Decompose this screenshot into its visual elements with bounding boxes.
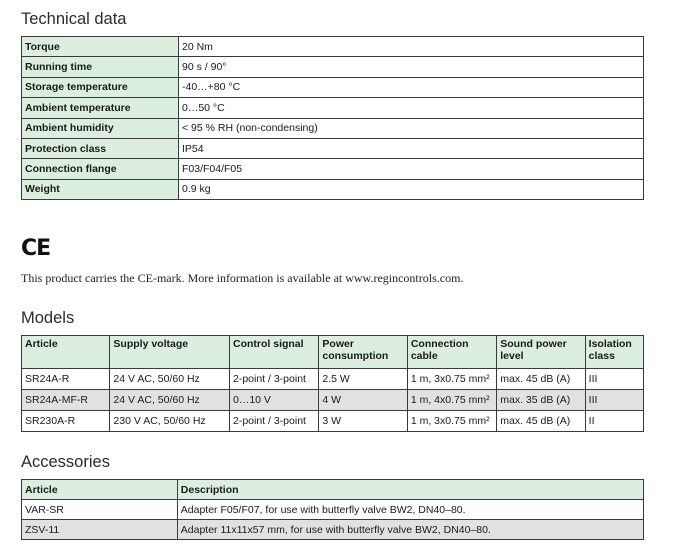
column-header: Power consumption xyxy=(319,336,407,369)
table-cell: 230 V AC, 50/60 Hz xyxy=(110,411,230,432)
spec-label: Protection class xyxy=(22,138,179,158)
ce-statement: This product carries the CE-mark. More information is available at www.regincontrols.com. xyxy=(21,271,464,285)
table-row xyxy=(22,159,644,179)
table-row xyxy=(22,411,644,432)
table-cell: 1 m, 4x0.75 mm² xyxy=(407,390,496,411)
table-row xyxy=(22,500,644,520)
table-cell: SR24A-MF-R xyxy=(22,390,110,411)
table-cell: ZSV-11 xyxy=(22,520,178,540)
table-cell: 2-point / 3-point xyxy=(229,369,318,390)
table-cell: 0…10 V xyxy=(229,390,318,411)
table-row xyxy=(22,390,644,411)
table-cell: 1 m, 3x0.75 mm² xyxy=(407,369,496,390)
table-cell: Adapter 11x11x57 mm, for use with butterfly valve BW2, DN40–80. xyxy=(177,520,643,540)
table-cell: Adapter F05/F07, for use with butterfly valve BW2, DN40–80. xyxy=(177,500,643,520)
table-row xyxy=(22,179,644,199)
table-cell: 24 V AC, 50/60 Hz xyxy=(110,369,230,390)
table-row xyxy=(22,98,644,118)
table-row xyxy=(22,138,644,158)
table-cell: SR230A-R xyxy=(22,411,110,432)
table-cell: II xyxy=(585,411,643,432)
table-cell: max. 45 dB (A) xyxy=(497,369,585,390)
spec-value: F03/F04/F05 xyxy=(179,159,644,179)
spec-label: Ambient humidity xyxy=(22,118,179,138)
spec-label: Running time xyxy=(22,57,179,77)
models-table xyxy=(21,335,644,432)
models-heading: Models xyxy=(21,309,75,327)
table-row xyxy=(22,37,644,57)
table-cell: max. 35 dB (A) xyxy=(497,390,585,411)
table-header-row xyxy=(22,480,644,500)
spec-value: 0…50 °C xyxy=(179,98,644,118)
table-cell: 2.5 W xyxy=(319,369,407,390)
accessories-heading: Accessories xyxy=(21,453,110,471)
spec-label: Ambient temperature xyxy=(22,98,179,118)
table-cell: 2-point / 3-point xyxy=(229,411,318,432)
column-header: Description xyxy=(177,480,643,500)
table-cell: SR24A-R xyxy=(22,369,110,390)
table-row xyxy=(22,520,644,540)
column-header: Article xyxy=(22,480,178,500)
spec-value: < 95 % RH (non-condensing) xyxy=(179,118,644,138)
table-cell: 4 W xyxy=(319,390,407,411)
column-header: Sound power level xyxy=(497,336,585,369)
table-row xyxy=(22,77,644,97)
column-header: Control signal xyxy=(229,336,318,369)
table-cell: 24 V AC, 50/60 Hz xyxy=(110,390,230,411)
table-cell: III xyxy=(585,390,643,411)
column-header: Article xyxy=(22,336,110,369)
table-cell: VAR-SR xyxy=(22,500,178,520)
spec-value: 0.9 kg xyxy=(179,179,644,199)
spec-value: IP54 xyxy=(179,138,644,158)
technical-data-table xyxy=(21,36,644,200)
table-row xyxy=(22,118,644,138)
table-cell: III xyxy=(585,369,643,390)
spec-label: Connection flange xyxy=(22,159,179,179)
spec-value: 20 Nm xyxy=(179,37,644,57)
spec-label: Torque xyxy=(22,37,179,57)
table-cell: 1 m, 3x0.75 mm² xyxy=(407,411,496,432)
column-header: Isolation class xyxy=(585,336,643,369)
spec-value: -40…+80 °C xyxy=(179,77,644,97)
table-header-row xyxy=(22,336,644,369)
table-row xyxy=(22,57,644,77)
spec-label: Storage temperature xyxy=(22,77,179,97)
table-cell: 3 W xyxy=(319,411,407,432)
column-header: Supply voltage xyxy=(110,336,230,369)
column-header: Connection cable xyxy=(407,336,496,369)
table-row xyxy=(22,369,644,390)
accessories-table xyxy=(21,479,644,540)
spec-label: Weight xyxy=(22,179,179,199)
ce-mark-icon: CE xyxy=(21,236,51,261)
spec-value: 90 s / 90° xyxy=(179,57,644,77)
technical-data-heading: Technical data xyxy=(21,10,127,28)
table-cell: max. 45 dB (A) xyxy=(497,411,585,432)
